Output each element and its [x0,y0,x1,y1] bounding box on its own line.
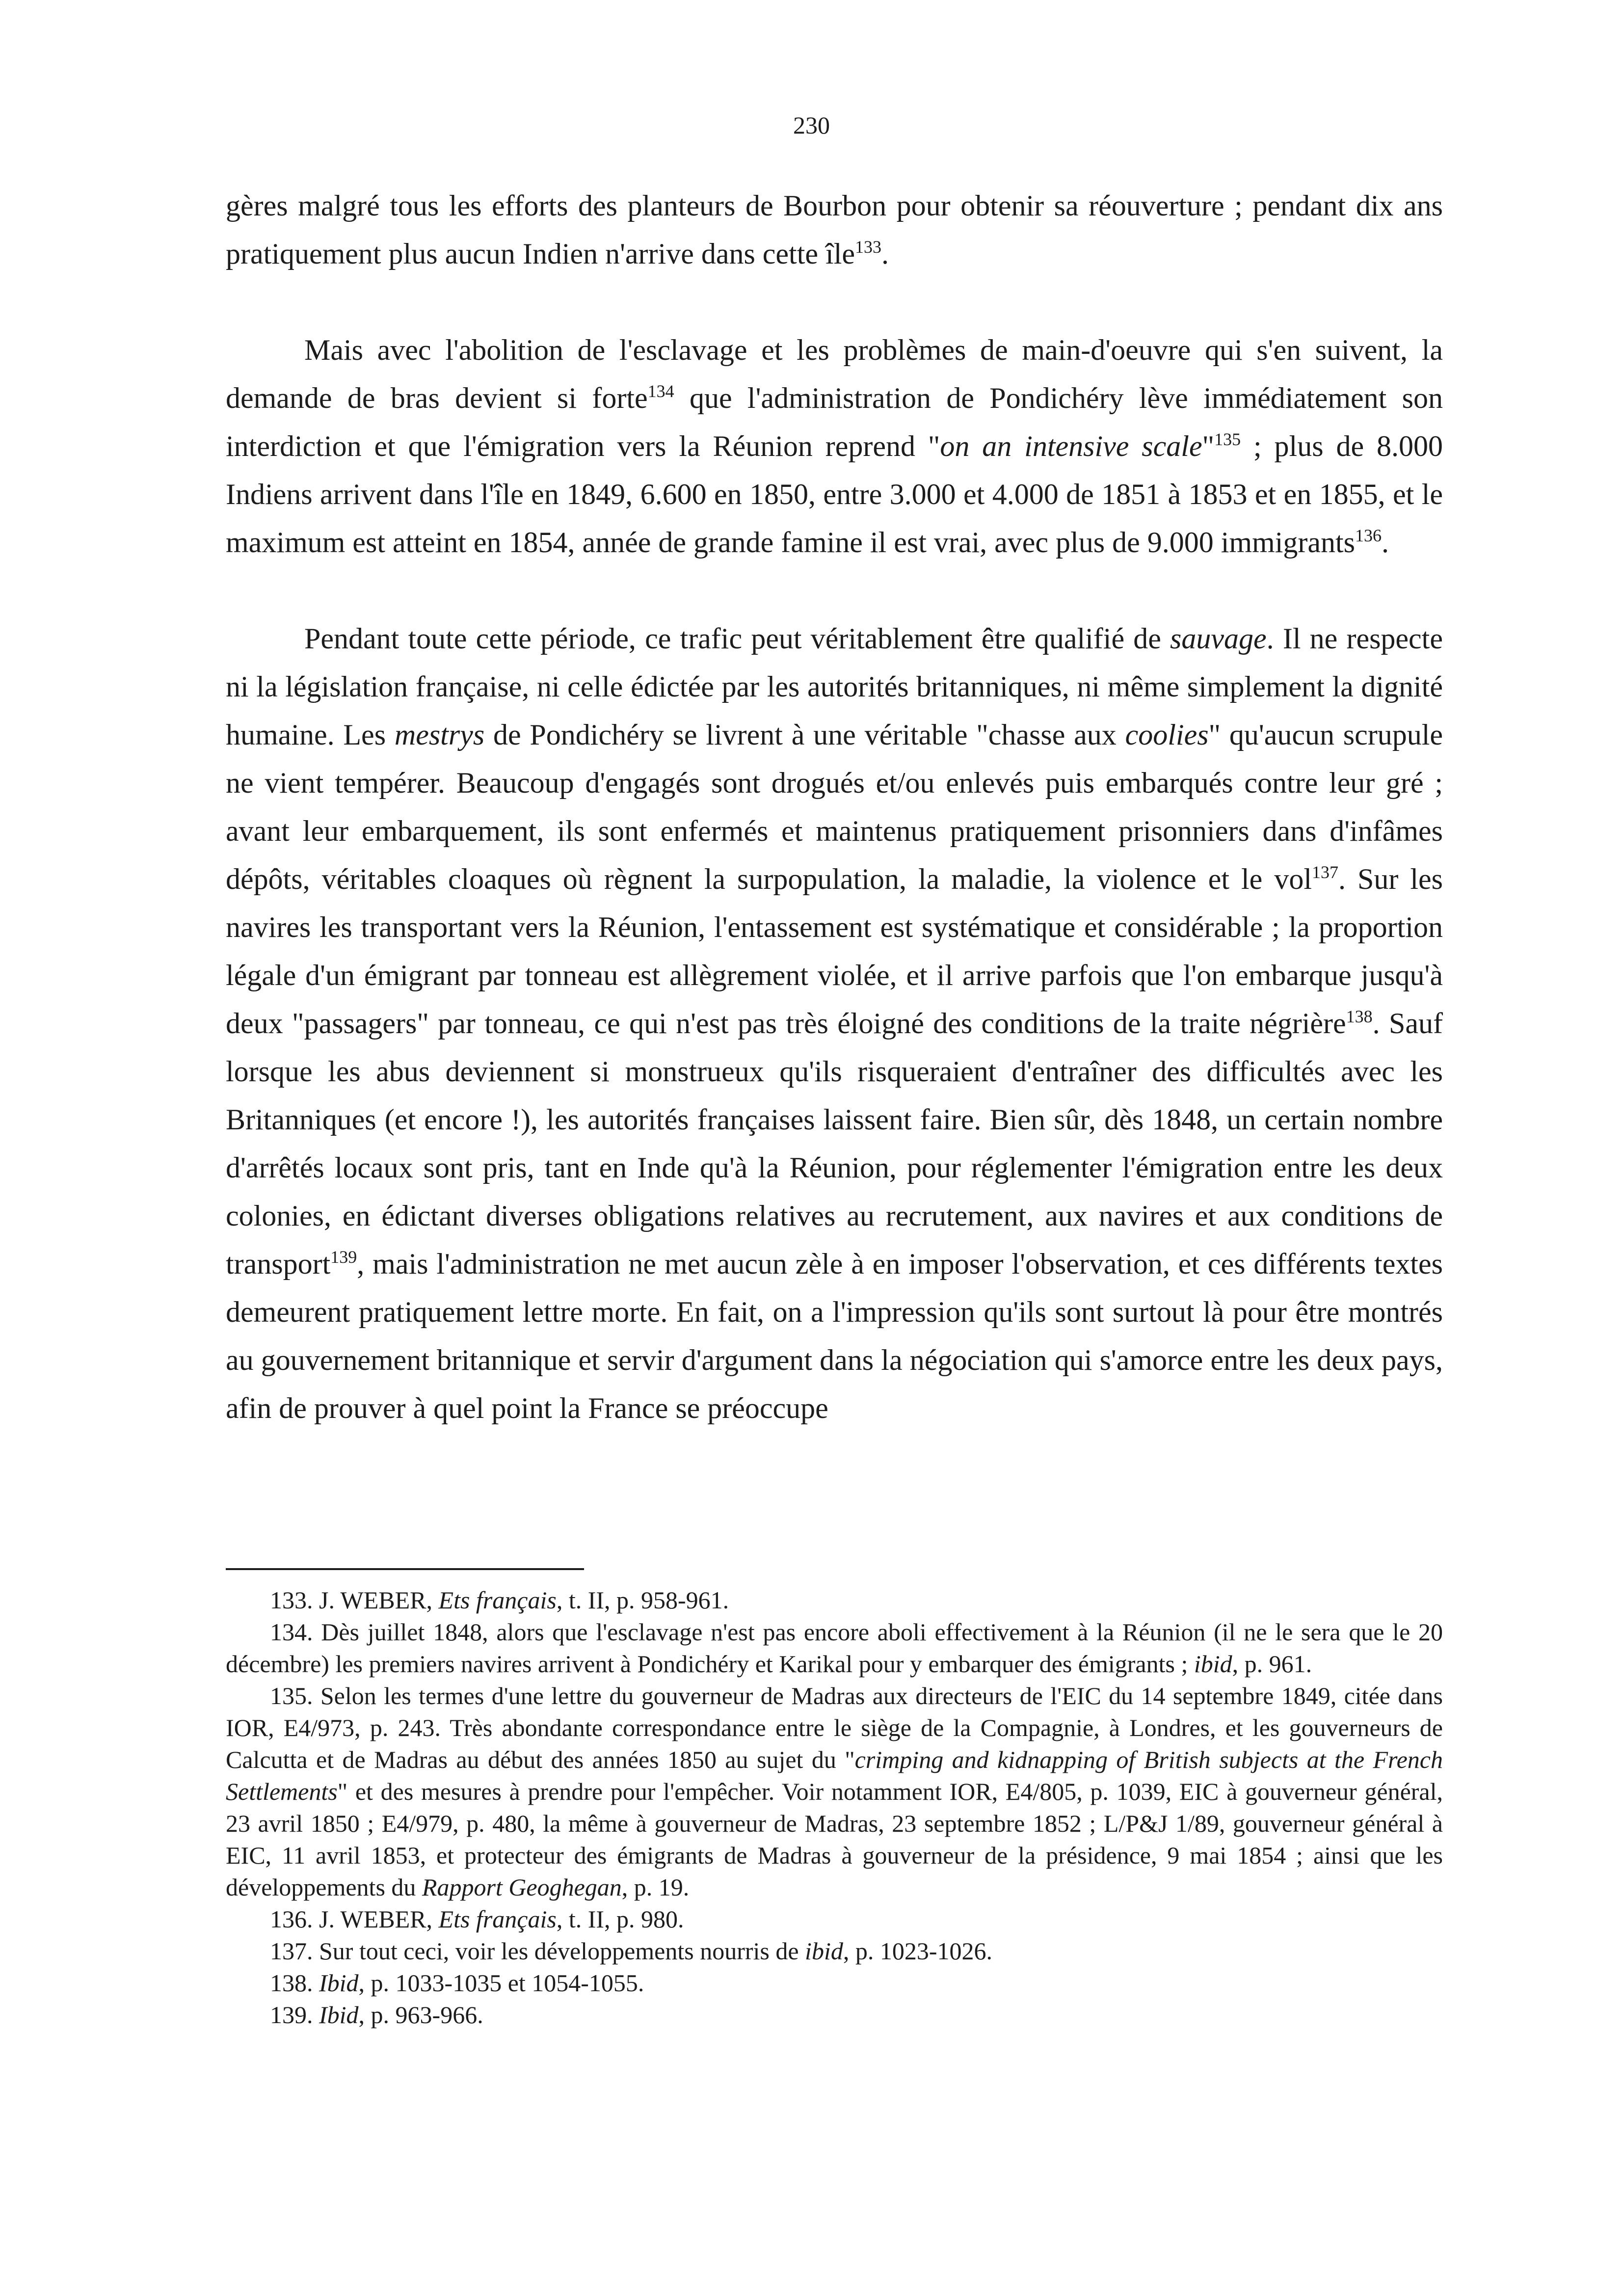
text-run: 138. [270,1969,319,1997]
italic-text: ibid [1194,1650,1232,1678]
text-run: . Sur les navires les transportant vers la Réunion, l'entassement est systématique et considérable ; la proportion légale d'un émigrant par tonneau est allègrement violée, et il arrive parfois que l'on embarque jusqu'à deux "passagers" par tonneau, ce qui n'est pas très éloigné des conditions de la traite négrière [226,863,1443,1040]
footnote [226,1680,1443,1903]
text-run: 136. J. WEBER, [270,1905,439,1933]
text-run: ; plus de 8.000 Indiens arrivent dans l'île en 1849, 6.600 en 1850, entre 3.000 et 4.000 de 1851 à 1853 et en 1855, et le maximum est atteint en 1854, année de grande famine il est vrai, avec plus de 9.000 immigrants [226,430,1443,559]
text-run: 137. Sur tout ceci, voir les développements nourris de [270,1937,805,1965]
text-run: " qu'aucun scrupule ne vient tempérer. Beaucoup d'engagés sont drogués et/ou enlevés puis embarqués contre leur gré ; avant leur embarquement, ils sont enfermés et maintenus pratiquement prisonniers dans d'infâmes dépôts, véritables cloaques où règnent la surpopulation, la maladie, la violence et le vol [226,719,1443,895]
italic-text: ibid [805,1937,843,1965]
footnote-reference: 137 [1312,862,1338,882]
footnote [226,1935,1443,1967]
italic-text: coolies [1125,719,1209,751]
footnote [226,1903,1443,1935]
page-number: 230 [793,111,830,139]
footnote-reference: 133 [855,237,882,257]
text-run: 135. Selon les termes d'une lettre du gouverneur de Madras aux directeurs de l'EIC du 14 septembre 1849, citée dans IOR, E4/973, p. 243. Très abondante correspondance entre le siège de la Compagnie, à Londres, et les gouverneurs de Calcutta et de Madras au début des années 1850 au sujet du " [226,1682,1443,1773]
italic-text: mestrys [394,719,485,751]
footnote [226,1999,1443,2031]
text-run: , p. 19. [621,1873,690,1901]
text-run: " et des mesures à prendre pour l'empêcher. Voir notamment IOR, E4/805, p. 1039, EIC à gouverneur général, 23 avril 1850 ; E4/979, p. 480, la même à gouverneur de Madras, 23 septembre 1852 ; L/P&J 1/89, gouverneur général à EIC, 11 avril 1853, et protecteur des émigrants de Madras à gouverneur de la présidence, 9 mai 1854 ; ainsi que les développements du [226,1778,1443,1901]
text-run: gères malgré tous les efforts des planteurs de Bourbon pour obtenir sa réouverture ; pendant dix ans pratiquement plus aucun Indien n'arrive dans cette île [226,189,1443,270]
text-run: . Il ne respecte ni la législation française, ni celle édictée par les autorités britanniques, ni même simplement la dignité humaine. Les [226,622,1443,751]
text-run: , p. 1033-1035 et 1054-1055. [358,1969,644,1997]
footnote [226,1616,1443,1680]
footnote [226,1967,1443,1999]
paragraph [226,614,1443,1432]
footnotes [226,1584,1443,2031]
italic-text: Ets français [438,1586,557,1614]
text-run: , p. 961. [1232,1650,1312,1678]
text-run: Mais avec l'abolition de l'esclavage et les problèmes de main-d'oeuvre qui s'en suivent, la demande de bras devient si forte [226,334,1443,414]
text-run: de Pondichéry se livrent à une véritable "chasse aux [484,719,1125,751]
italic-text: Ibid [319,1969,359,1997]
text-run: 139. [270,2001,319,2029]
paragraph [226,182,1443,278]
italic-text: sauvage [1170,622,1267,655]
text-run: que l'administration de Pondichéry lève immédiatement son interdiction et que l'émigration vers la Réunion reprend " [226,382,1443,462]
footnote-reference: 134 [647,381,674,401]
paragraph [226,326,1443,566]
footnote-separator [226,1568,584,1570]
text-run: , p. 1023-1026. [843,1937,992,1965]
text-run: , p. 963-966. [358,2001,483,2029]
text-run: . Sauf lorsque les abus deviennent si monstrueux qu'ils risqueraient d'entraîner des difficultés avec les Britanniques (et encore !), les autorités françaises laissent faire. Bien sûr, dès 1848, un certain nombre d'arrêtés locaux sont pris, tant en Inde qu'à la Réunion, pour réglementer l'émigration entre les deux colonies, en édictant diverses obligations relatives au recrutement, aux navires et aux conditions de transport [226,1007,1443,1280]
italic-text: Ets français [438,1905,557,1933]
italic-text: Ibid [319,2001,359,2029]
footnote-reference: 139 [330,1247,357,1267]
text-run: 134. Dès juillet 1848, alors que l'esclavage n'est pas encore aboli effectivement à la Réunion (il ne le sera que le 20 décembre) les premiers navires arrivent à Pondichéry et Karikal pour y embarquer des émigrants ; [226,1618,1443,1678]
text-run: , mais l'administration ne met aucun zèle à en imposer l'observation, et ces différents textes demeurent pratiquement lettre morte. En fait, on a l'impression qu'ils sont surtout là pour être montrés au gouvernement britannique et servir d'argument dans la négociation qui s'amorce entre les deux pays, afin de prouver à quel point la France se préoccupe [226,1248,1443,1424]
text-run: , t. II, p. 980. [556,1905,684,1933]
footnote-reference: 135 [1214,429,1241,449]
text-run: . [881,238,889,270]
text-run: Pendant toute cette période, ce trafic peut véritablement être qualifié de [304,622,1171,655]
italic-text: Rapport Geoghegan [422,1873,622,1901]
footnote [226,1584,1443,1616]
text-run: . [1382,526,1389,559]
body-text [226,182,1443,1432]
italic-text: crimping and kidnapping of British subjects at the French Settlements [226,1746,1443,1805]
text-run: , t. II, p. 958-961. [556,1586,729,1614]
footnote-reference: 136 [1355,526,1382,545]
text-run: 133. J. WEBER, [270,1586,439,1614]
text-run: " [1202,430,1215,462]
italic-text: on an intensive scale [940,430,1202,462]
footnote-reference: 138 [1346,1007,1373,1026]
